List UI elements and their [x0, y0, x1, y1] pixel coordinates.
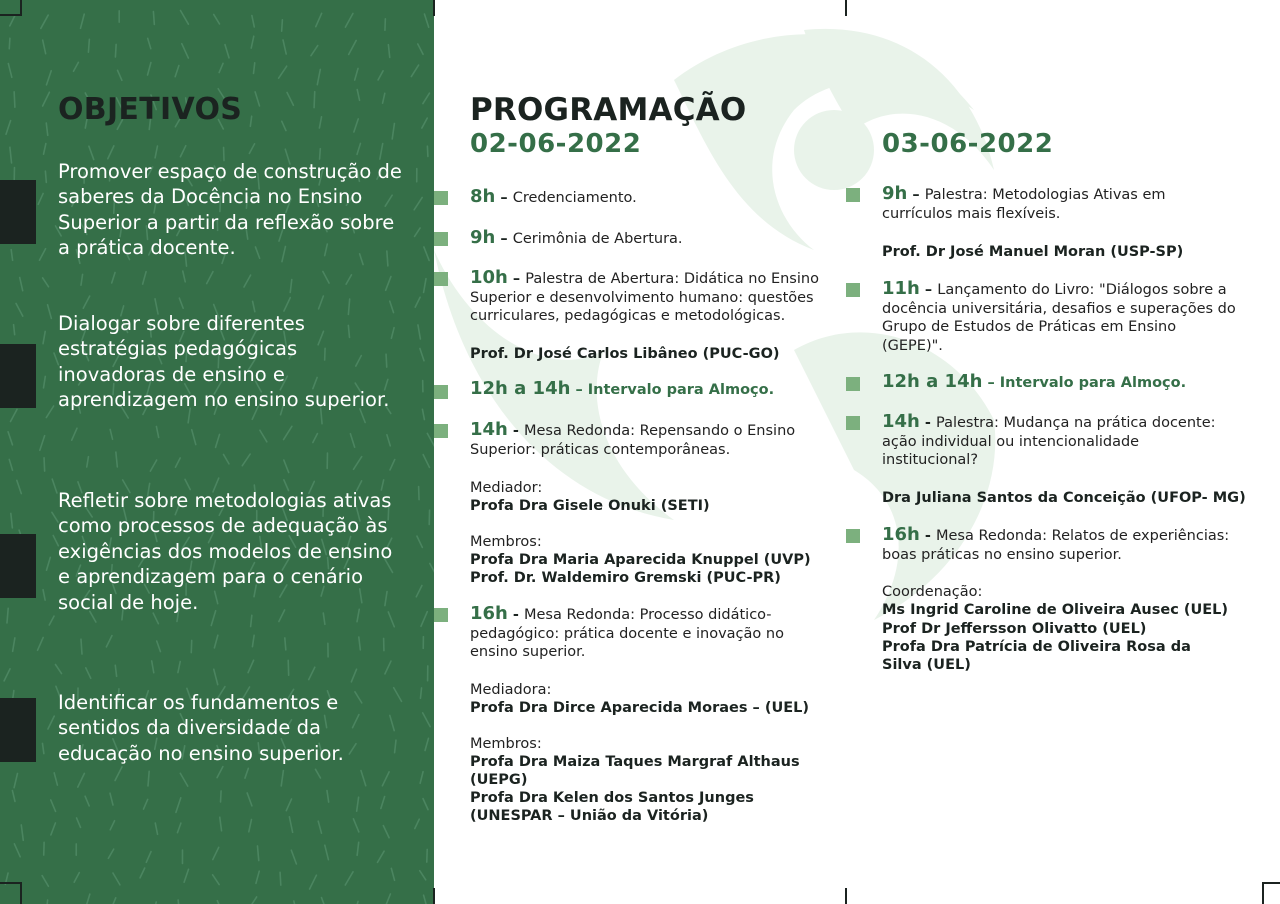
crop-mark-bottom-right: [1262, 882, 1264, 904]
bullet-icon: [846, 529, 860, 543]
pattern-dash: [244, 275, 251, 287]
pattern-dash: [417, 536, 422, 547]
pattern-dash: [10, 16, 15, 26]
pattern-dash: [387, 435, 390, 446]
objectives-heading: OBJETIVOS: [58, 92, 243, 127]
day1-item-8h: 8h – Credenciamento.: [470, 186, 637, 207]
pattern-dash: [361, 771, 366, 786]
pattern-dash: [106, 636, 112, 647]
pattern-dash: [290, 280, 292, 293]
dash-pattern-background: [0, 0, 434, 904]
pattern-dash: [316, 13, 322, 26]
crop-mark-top-left-h: [0, 14, 22, 16]
pattern-dash: [112, 273, 115, 283]
pattern-dash: [86, 894, 90, 904]
day1-member2-2: Profa Dra Kelen dos Santos Junges (UNESPAR – União da Vitória): [470, 790, 754, 824]
pattern-dash: [214, 635, 217, 648]
objectives-panel: [0, 0, 434, 904]
pattern-dash: [327, 791, 329, 803]
pattern-dash: [110, 821, 114, 830]
pattern-dash: [73, 62, 78, 71]
pattern-dash: [177, 823, 180, 833]
pattern-dash: [207, 272, 213, 284]
pattern-dash: [313, 434, 318, 443]
pattern-dash: [44, 458, 45, 471]
pattern-dash: [418, 44, 423, 54]
pattern-dash: [115, 665, 116, 676]
pattern-dash: [110, 793, 113, 805]
pattern-dash: [385, 661, 391, 674]
pattern-dash: [251, 615, 252, 626]
objective-1: Promover espaço de construção de saberes da Docência no Ensino Superior a partir da reflexão sobre a prática docente.: [58, 160, 402, 260]
pattern-dash: [176, 798, 181, 813]
pattern-dash: [157, 641, 161, 652]
pattern-dash: [383, 93, 385, 103]
day1-item-16h: 16h - Mesa Redonda: Processo didático-pedagógico: prática docente e inovação no ensino superior.: [470, 603, 784, 660]
pattern-dash: [180, 146, 185, 157]
pattern-dash: [115, 44, 116, 57]
day2-speaker-9h: Prof. Dr José Manuel Moran (USP-SP): [882, 244, 1184, 260]
pattern-dash: [378, 71, 383, 80]
pattern-dash: [85, 796, 89, 806]
pattern-dash: [223, 454, 229, 463]
pattern-dash: [16, 304, 23, 317]
pattern-dash: [254, 63, 255, 74]
pattern-dash: [357, 842, 359, 855]
pattern-dash: [52, 479, 57, 493]
pattern-dash: [346, 275, 351, 284]
pattern-dash: [8, 432, 12, 445]
pattern-dash: [143, 272, 146, 284]
pattern-dash: [415, 819, 419, 828]
pattern-dash: [350, 434, 354, 448]
pattern-dash: [180, 773, 187, 786]
pattern-dash: [184, 869, 188, 882]
day1-speaker-10h: Prof. Dr José Carlos Libâneo (PUC-GO): [470, 346, 780, 362]
fold-mark-top-1: [433, 0, 435, 16]
pattern-dash: [317, 69, 320, 84]
pattern-dash: [284, 460, 289, 472]
pattern-dash: [51, 800, 56, 812]
pattern-dash: [217, 767, 223, 778]
pattern-dash: [315, 769, 320, 778]
pattern-dash: [54, 773, 57, 785]
pattern-dash: [140, 868, 145, 878]
pattern-dash: [251, 36, 254, 48]
pattern-dash: [391, 868, 394, 880]
pattern-dash: [420, 772, 423, 784]
pattern-dash: [46, 406, 53, 418]
pattern-dash: [183, 271, 185, 282]
pattern-dash: [74, 873, 79, 883]
pattern-dash: [4, 669, 10, 681]
pattern-dash: [8, 64, 11, 78]
pattern-dash: [213, 875, 220, 885]
pattern-dash: [252, 635, 254, 646]
pattern-dash: [353, 819, 358, 832]
pattern-dash: [319, 117, 321, 128]
pattern-dash: [46, 123, 47, 135]
pattern-dash: [112, 898, 116, 904]
pattern-dash: [279, 66, 287, 78]
pattern-dash: [255, 92, 259, 106]
pattern-dash: [14, 773, 17, 787]
pattern-dash: [354, 119, 358, 132]
pattern-dash: [250, 897, 256, 904]
pattern-dash: [214, 669, 218, 684]
dark-tab-4: [0, 698, 36, 762]
pattern-dash: [51, 823, 56, 835]
pattern-dash: [427, 433, 434, 447]
pattern-dash: [320, 149, 321, 159]
day1-member-1: Profa Dra Maria Aparecida Knuppel (UVP): [470, 552, 811, 568]
pattern-dash: [380, 144, 383, 160]
pattern-dash: [86, 668, 91, 679]
crop-mark-bottom-right-h: [1262, 882, 1280, 884]
pattern-dash: [225, 45, 229, 58]
pattern-dash: [220, 817, 222, 831]
pattern-dash: [386, 277, 391, 291]
pattern-dash: [357, 90, 359, 101]
pattern-dash: [12, 791, 15, 802]
pattern-dash: [281, 771, 283, 786]
dark-tab-3: [0, 534, 36, 598]
pattern-dash: [381, 797, 385, 809]
pattern-dash: [291, 850, 296, 864]
pattern-dash: [248, 660, 254, 672]
pattern-dash: [242, 454, 250, 466]
day1-member2-1: Profa Dra Maiza Taques Margraf Althaus (UEPG): [470, 754, 800, 788]
pattern-dash: [284, 426, 292, 439]
pattern-dash: [43, 590, 45, 600]
pattern-dash: [416, 585, 422, 596]
pattern-dash: [250, 116, 251, 126]
bullet-icon: [846, 188, 860, 202]
pattern-dash: [115, 767, 122, 781]
day2-item-lunch: 12h a 14h – Intervalo para Almoço.: [882, 371, 1187, 392]
pattern-dash: [21, 825, 23, 840]
objective-3: Refletir sobre metodologias ativas como processos de adequação às exigências dos modelos de ensino e aprendizagem para o cenário social de hoje.: [58, 489, 393, 614]
pattern-dash: [390, 460, 395, 470]
day1-mediator2-label: Mediadora:: [470, 682, 552, 698]
pattern-dash: [148, 63, 151, 75]
pattern-dash: [14, 92, 15, 107]
pattern-dash: [311, 46, 318, 56]
bullet-icon: [434, 272, 448, 286]
pattern-dash: [113, 873, 120, 885]
pattern-dash: [282, 121, 286, 130]
pattern-dash: [284, 298, 290, 311]
pattern-dash: [423, 455, 429, 468]
pattern-dash: [289, 817, 292, 833]
pattern-dash: [9, 38, 10, 49]
pattern-dash: [144, 799, 148, 809]
pattern-dash: [345, 14, 353, 28]
pattern-dash: [349, 40, 357, 54]
bullet-icon: [846, 283, 860, 297]
pattern-dash: [20, 277, 23, 290]
pattern-dash: [351, 669, 356, 682]
pattern-dash: [418, 325, 420, 339]
pattern-dash: [425, 738, 428, 750]
pattern-dash: [325, 845, 329, 859]
crop-mark-bottom-left: [20, 882, 22, 904]
pattern-dash: [424, 247, 429, 261]
pattern-dash: [87, 457, 89, 467]
pattern-dash: [46, 71, 51, 85]
pattern-dash: [6, 121, 11, 135]
day2-coordinator-1: Ms Ingrid Caroline de Oliveira Ausec (UEL): [882, 602, 1229, 618]
pattern-dash: [148, 38, 151, 48]
day2-item-11h: 11h – Lançamento do Livro: "Diálogos sobre a docência universitária, desafios e superações do Grupo de Estudos de Práticas em Ensino (GEPE)".: [882, 278, 1236, 354]
crop-mark-bottom-left-h: [0, 882, 22, 884]
day2-coordinator-3: Profa Dra Patrícia de Oliveira Rosa da Silva (UEL): [882, 639, 1191, 673]
pattern-dash: [155, 146, 157, 158]
pattern-dash: [423, 713, 430, 727]
day2-item-9h: 9h – Palestra: Metodologias Ativas em currículos mais flexíveis.: [882, 183, 1166, 222]
pattern-dash: [323, 271, 329, 283]
pattern-dash: [415, 297, 420, 307]
bullet-icon: [434, 385, 448, 399]
pattern-dash: [48, 305, 52, 319]
day1-item-10h: 10h – Palestra de Abertura: Didática no Ensino Superior e desenvolvimento humano: questões curriculares, pedagógicas e metodológicas.: [470, 267, 819, 324]
day1-members-label: Membros:: [470, 534, 542, 550]
pattern-dash: [249, 144, 254, 154]
pattern-dash: [252, 16, 254, 27]
pattern-dash: [42, 743, 43, 753]
pattern-dash: [148, 771, 149, 786]
pattern-dash: [424, 279, 426, 293]
pattern-dash: [424, 895, 427, 904]
pattern-dash: [318, 821, 321, 833]
bullet-icon: [434, 232, 448, 246]
pattern-dash: [43, 331, 45, 343]
pattern-dash: [178, 661, 180, 672]
pattern-dash: [13, 638, 15, 652]
pattern-dash: [108, 849, 113, 858]
pattern-dash: [81, 639, 82, 654]
pattern-dash: [420, 871, 426, 880]
pattern-dash: [282, 20, 283, 31]
dark-tab-1: [0, 180, 36, 244]
pattern-dash: [221, 791, 222, 802]
pattern-dash: [420, 688, 421, 698]
pattern-dash: [353, 457, 361, 470]
pattern-dash: [319, 296, 324, 309]
pattern-dash: [39, 249, 45, 260]
pattern-dash: [14, 325, 15, 335]
day2-coordinator-2: Prof Dr Jeffersson Olivatto (UEL): [882, 621, 1147, 637]
pattern-dash: [17, 480, 21, 493]
pattern-dash: [216, 434, 220, 447]
pattern-dash: [357, 143, 360, 154]
pattern-dash: [415, 228, 421, 236]
pattern-dash: [48, 716, 54, 729]
objective-4: Identificar os fundamentos e sentidos da diversidade da educação no ensino superior.: [58, 691, 344, 765]
pattern-dash: [377, 851, 384, 862]
pattern-dash: [213, 847, 219, 859]
pattern-dash: [249, 819, 252, 831]
dark-tab-2: [0, 344, 36, 408]
pattern-dash: [314, 92, 315, 108]
pattern-dash: [414, 197, 422, 209]
pattern-dash: [80, 14, 84, 28]
pattern-dash: [359, 637, 361, 650]
pattern-dash: [81, 274, 83, 285]
program-title: PROGRAMAÇÃO: [470, 92, 747, 128]
pattern-dash: [260, 430, 267, 442]
pattern-dash: [178, 900, 179, 904]
pattern-dash: [44, 144, 46, 155]
pattern-dash: [156, 426, 158, 437]
pattern-dash: [152, 661, 154, 673]
pattern-dash: [424, 14, 428, 27]
pattern-dash: [421, 612, 427, 627]
day1-item-14h: 14h - Mesa Redonda: Repensando o Ensino Superior: práticas contemporâneas.: [470, 419, 796, 458]
pattern-dash: [422, 409, 424, 419]
pattern-dash: [280, 872, 281, 885]
pattern-dash: [10, 409, 17, 421]
day1-mediator-label: Mediador:: [470, 480, 543, 496]
pattern-dash: [214, 14, 220, 24]
day1-item-lunch: 12h a 14h – Intervalo para Almoço.: [470, 378, 775, 399]
pattern-dash: [89, 146, 94, 159]
day1-members2-label: Membros:: [470, 736, 542, 752]
pattern-dash: [38, 637, 44, 650]
bullet-icon: [846, 377, 860, 391]
pattern-dash: [43, 92, 50, 106]
day2-item-14h: 14h - Palestra: Mudança na prática docente: ação individual ou intencionalidade institucional?: [882, 411, 1216, 468]
pattern-dash: [383, 826, 389, 838]
pattern-dash: [146, 852, 151, 863]
fold-mark-bottom-2: [845, 888, 847, 904]
pattern-dash: [155, 823, 157, 834]
pattern-dash: [175, 458, 180, 467]
pattern-dash: [388, 45, 389, 58]
pattern-dash: [7, 608, 8, 623]
fold-mark-top-2: [845, 0, 847, 16]
pattern-dash: [355, 68, 358, 80]
pattern-dash: [47, 900, 48, 904]
pattern-dash: [245, 768, 248, 778]
pattern-dash: [72, 428, 77, 440]
day2-speaker-14h: Dra Juliana Santos da Conceição (UFOP- MG): [882, 490, 1246, 506]
pattern-dash: [321, 898, 326, 904]
pattern-dash: [286, 799, 291, 811]
pattern-dash: [423, 93, 430, 103]
pattern-dash: [118, 70, 122, 80]
pattern-dash: [175, 66, 179, 77]
objective-2: Dialogar sobre diferentes estratégias pedagógicas inovadoras de ensino e aprendizagem no ensino superior.: [58, 312, 390, 412]
pattern-dash: [310, 875, 317, 889]
pattern-dash: [285, 638, 286, 650]
pattern-dash: [14, 844, 20, 857]
pattern-dash: [38, 193, 43, 204]
pattern-dash: [153, 12, 154, 25]
day1-mediator2: Profa Dra Dirce Aparecida Moraes – (UEL): [470, 700, 809, 716]
pattern-dash: [411, 65, 418, 76]
pattern-dash: [46, 557, 50, 570]
pattern-dash: [49, 616, 54, 625]
day1-date: 02-06-2022: [470, 129, 642, 159]
pattern-dash: [40, 436, 45, 451]
pattern-dash: [345, 872, 353, 885]
bullet-icon: [434, 191, 448, 205]
fold-mark-bottom-1: [433, 888, 435, 904]
pattern-dash: [192, 430, 196, 445]
day2-item-16h: 16h - Mesa Redonda: Relatos de experiências: boas práticas no ensino superior.: [882, 524, 1230, 563]
pattern-dash: [385, 894, 390, 904]
pattern-dash: [83, 296, 89, 308]
pattern-dash: [43, 278, 49, 287]
pattern-dash: [88, 39, 89, 52]
pattern-dash: [55, 664, 61, 673]
day1-item-9h: 9h – Cerimônia de Abertura.: [470, 227, 683, 248]
pattern-dash: [180, 11, 188, 25]
pattern-dash: [44, 376, 46, 387]
pattern-dash: [11, 513, 13, 528]
pattern-dash: [283, 40, 286, 54]
pattern-dash: [45, 171, 46, 182]
pattern-dash: [78, 773, 85, 787]
pattern-dash: [77, 818, 81, 827]
pattern-dash: [392, 123, 394, 139]
pattern-dash: [150, 460, 156, 471]
day2-date: 03-06-2022: [882, 129, 1054, 159]
pattern-dash: [420, 348, 424, 360]
pattern-dash: [10, 147, 12, 163]
day1-member-2: Prof. Dr. Waldemiro Gremski (PUC-PR): [470, 570, 781, 586]
pattern-dash: [11, 250, 12, 261]
pattern-dash: [357, 797, 359, 811]
pattern-dash: [219, 63, 223, 72]
bullet-icon: [434, 424, 448, 438]
pattern-dash: [257, 846, 258, 861]
pattern-dash: [110, 429, 112, 439]
pattern-dash: [182, 44, 189, 58]
pattern-dash: [287, 92, 293, 105]
pattern-dash: [423, 799, 428, 810]
pattern-dash: [247, 793, 252, 806]
day2-coord-label: Coordenação:: [882, 584, 983, 600]
pattern-dash: [9, 459, 12, 470]
pattern-dash: [116, 452, 117, 467]
pattern-dash: [108, 146, 114, 159]
bullet-icon: [846, 416, 860, 430]
day1-mediator: Profa Dra Gisele Onuki (SETI): [470, 498, 710, 514]
pattern-dash: [309, 667, 315, 679]
pattern-dash: [422, 118, 427, 128]
pattern-dash: [42, 876, 48, 887]
pattern-dash: [256, 871, 259, 883]
pattern-dash: [382, 772, 389, 786]
bullet-icon: [434, 608, 448, 622]
pattern-dash: [43, 40, 46, 54]
pattern-dash: [179, 298, 183, 308]
pattern-dash: [41, 15, 48, 28]
